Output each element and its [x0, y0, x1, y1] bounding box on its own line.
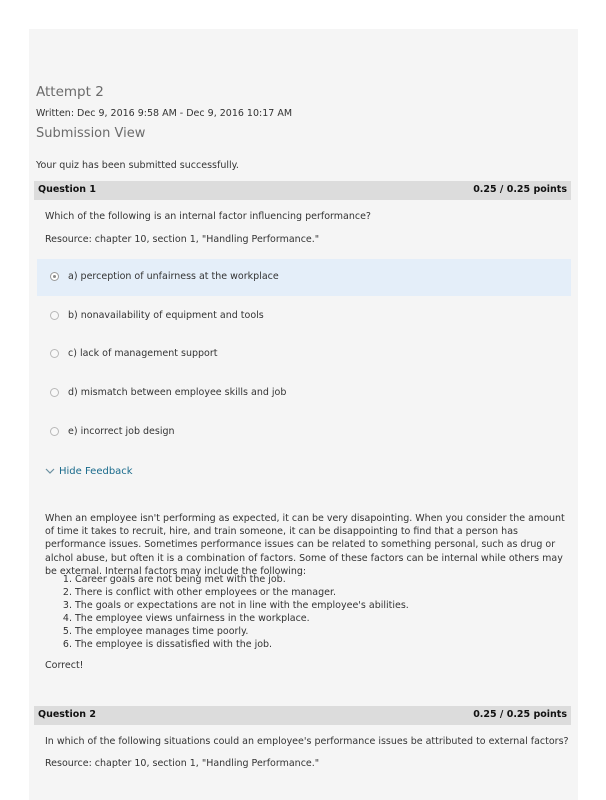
question-points: 0.25 / 0.25 points [473, 184, 567, 195]
submission-view-title: Submission View [36, 126, 146, 141]
question-2-resource: Resource: chapter 10, section 1, "Handling Performance." [45, 758, 320, 769]
written-timestamp: Written: Dec 9, 2016 9:58 AM - Dec 9, 2016 10:17 AM [36, 108, 293, 119]
list-item: 3. The goals or expectations are not in line with the employee's abilities. [75, 599, 409, 612]
radio-icon[interactable] [50, 388, 59, 397]
radio-icon[interactable] [50, 427, 59, 436]
choice-b[interactable] [37, 298, 571, 335]
choice-e[interactable] [37, 414, 571, 451]
choice-label: a) perception of unfairness at the workplace [68, 271, 279, 282]
question-2-text: In which of the following situations could an employee's performance issues be attributed to external factors? [45, 736, 569, 747]
choice-label: d) mismatch between employee skills and job [68, 387, 287, 398]
question-points: 0.25 / 0.25 points [473, 709, 567, 720]
question-1-header [34, 181, 571, 200]
choice-a[interactable] [37, 259, 571, 296]
feedback-paragraph: When an employee isn't performing as expected, it can be very disapointing. When you consider the amount of time it takes to recruit, hire, and train someone, it can be disappointing to find that a person has performance issues. Sometimes performance issues can be related to something personal, such as drug or alchol abuse, but often it is a combination of factors. Some of these factors can be internal while others may be external. Internal factors may include the following: [45, 513, 565, 577]
hide-feedback-label: Hide Feedback [59, 466, 133, 477]
list-item: 6. The employee is dissatisfied with the job. [75, 638, 409, 651]
choice-c[interactable] [37, 336, 571, 373]
list-item: 2. There is conflict with other employees or the manager. [75, 586, 409, 599]
radio-icon[interactable] [50, 272, 59, 281]
choice-label: e) incorrect job design [68, 426, 175, 437]
result-correct: Correct! [45, 660, 84, 671]
question-2-header [34, 706, 571, 725]
choice-label: c) lack of management support [68, 348, 218, 359]
hide-feedback-link[interactable] [45, 466, 133, 477]
question-title: Question 1 [38, 184, 96, 195]
list-item: 4. The employee views unfairness in the workplace. [75, 612, 409, 625]
choice-label: b) nonavailability of equipment and tools [68, 310, 264, 321]
choice-d[interactable] [37, 375, 571, 412]
question-1-resource: Resource: chapter 10, section 1, "Handling Performance." [45, 234, 320, 245]
chevron-down-icon [45, 468, 55, 475]
feedback-list [45, 573, 409, 651]
radio-icon[interactable] [50, 349, 59, 358]
question-1-text: Which of the following is an internal factor influencing performance? [45, 211, 371, 222]
list-item: 1. Career goals are not being met with the job. [75, 573, 409, 586]
quiz-submission-panel [29, 29, 578, 800]
submission-status-message: Your quiz has been submitted successfully. [36, 160, 239, 171]
attempt-title: Attempt 2 [36, 84, 104, 100]
question-title: Question 2 [38, 709, 96, 720]
radio-icon[interactable] [50, 311, 59, 320]
list-item: 5. The employee manages time poorly. [75, 625, 409, 638]
